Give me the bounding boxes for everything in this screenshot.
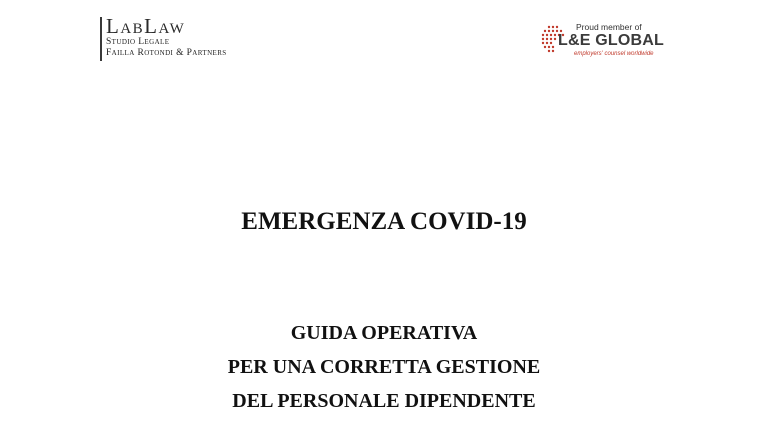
document-subtitle-line-3: DEL PERSONALE DIPENDENTE <box>232 390 536 412</box>
le-global-proud-member: Proud member of <box>576 22 642 32</box>
lablaw-logo-line2: Failla Rotondi & Partners <box>106 48 227 58</box>
lablaw-logo <box>100 14 227 61</box>
le-global-tagline: employers' counsel worldwide <box>574 51 654 57</box>
lablaw-logo-line1: Studio Legale <box>106 37 170 47</box>
logo-divider-bar <box>100 17 102 61</box>
document-title: EMERGENZA COVID-19 <box>241 208 527 235</box>
le-global-logo <box>540 20 680 60</box>
lablaw-logo-name: LabLaw <box>106 14 186 38</box>
lablaw-logo-text <box>106 14 227 61</box>
document-subtitle-line-1: GUIDA OPERATIVA <box>290 322 478 344</box>
le-global-name: L&E GLOBAL <box>558 32 664 49</box>
document-subtitle-line-2: PER UNA CORRETTA GESTIONE <box>227 356 541 378</box>
